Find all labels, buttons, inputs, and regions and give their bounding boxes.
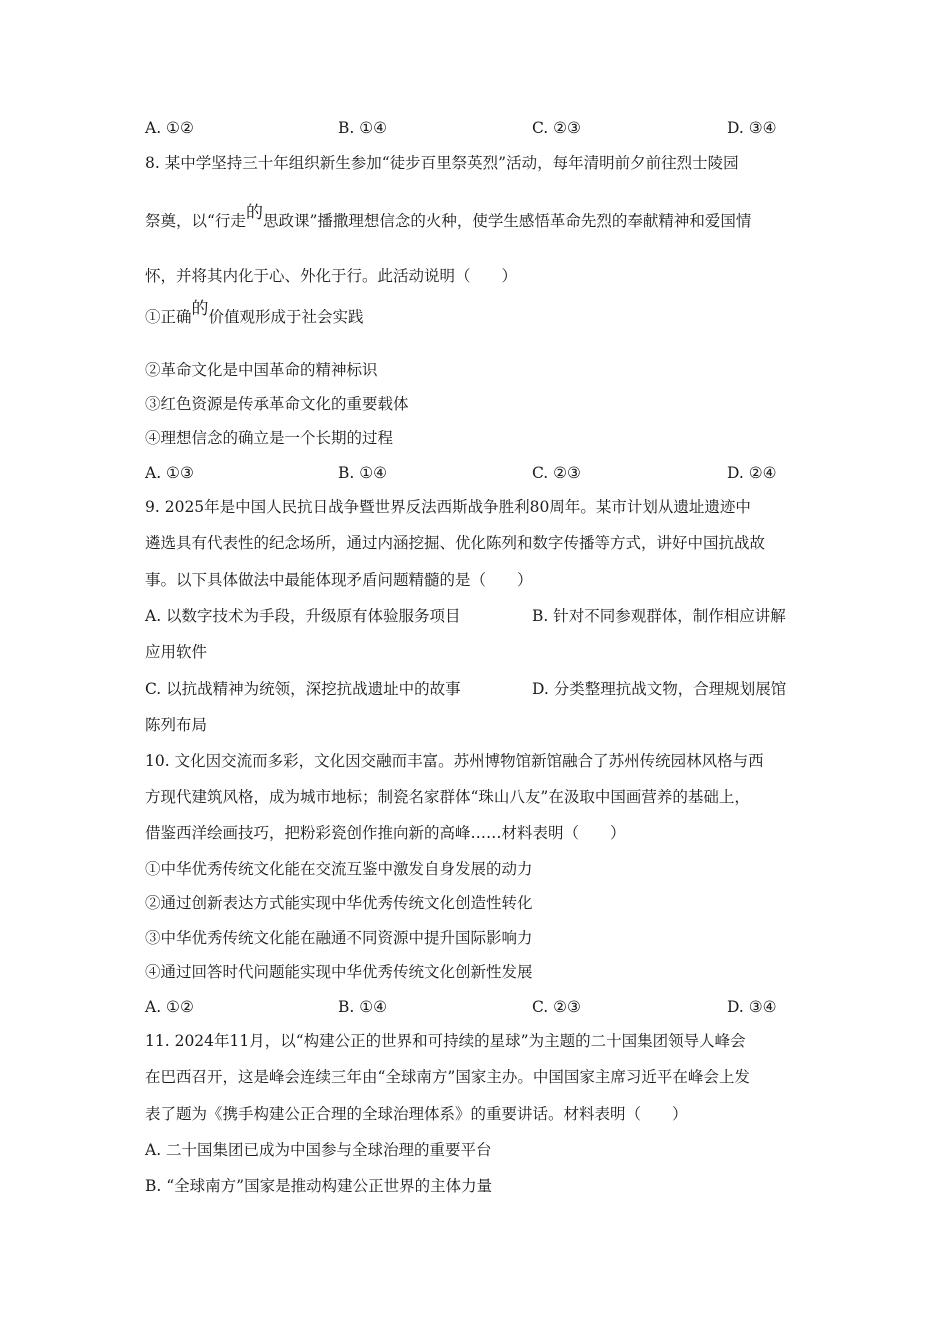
q8-stem-line-2-sup: 的 — [245, 203, 263, 223]
q11-option-a: A. 二十国集团已成为中国参与全球治理的重要平台 — [145, 1141, 492, 1159]
q10-statement-3: ③中华优秀传统文化能在融通不同资源中提升国际影响力 — [145, 929, 533, 947]
q10-option-a: A. ①② — [145, 998, 194, 1016]
q10-stem-line-2: 方现代建筑风格，成为城市地标；制瓷名家群体“珠山八友”在汲取中国画营养的基础上， — [145, 788, 750, 806]
q10-statement-4: ④通过回答时代问题能实现中华优秀传统文化创新性发展 — [145, 963, 533, 981]
q8-statement-1-a: ①正确 — [145, 308, 192, 326]
q8-stem-line-2 — [145, 203, 810, 231]
q8-option-c: C. ②③ — [532, 464, 581, 482]
q9-stem-line-1: 9. 2025年是中国人民抗日战争暨世界反法西斯战争胜利80周年。某市计划从遗址遗迹中 — [145, 498, 751, 516]
q8-stem-line-3: 怀，并将其内化于心、外化于行。此活动说明（ ） — [145, 267, 518, 285]
q10-stem-line-3: 借鉴西洋绘画技巧，把粉彩瓷创作推向新的高峰……材料表明（ ） — [145, 824, 626, 842]
q11-option-b: B. “全球南方”国家是推动构建公正世界的主体力量 — [145, 1177, 493, 1195]
q8-stem-line-2-a: 祭奠，以“行走 — [145, 212, 246, 230]
q10-option-b: B. ①④ — [338, 998, 388, 1016]
q11-stem-line-2: 在巴西召开，这是峰会连续三年由“全球南方”国家主办。中国国家主席习近平在峰会上发 — [145, 1068, 750, 1086]
q8-statement-4: ④理想信念的确立是一个长期的过程 — [145, 429, 394, 447]
q9-option-c: C. 以抗战精神为统领，深挖抗战遗址中的故事 — [145, 680, 461, 698]
q7-option-d: D. ③④ — [727, 119, 777, 137]
q9-stem-line-3: 事。以下具体做法中最能体现矛盾问题精髓的是（ ） — [145, 571, 533, 589]
q9-stem-line-2: 遴选具有代表性的纪念场所，通过内涵挖掘、优化陈列和数字传播等方式，讲好中国抗战故 — [145, 534, 766, 552]
q8-statement-2: ②革命文化是中国革命的精神标识 — [145, 361, 378, 379]
q11-stem-line-3: 表了题为《携手构建公正合理的全球治理体系》的重要讲话。材料表明（ ） — [145, 1105, 688, 1123]
q9-option-b-line-1: B. 针对不同参观群体，制作相应讲解 — [532, 607, 786, 625]
q9-option-b-line-2: 应用软件 — [145, 643, 208, 661]
q10-statement-1: ①中华优秀传统文化能在交流互鉴中激发自身发展的动力 — [145, 860, 533, 878]
q8-stem-line-1: 8. 某中学坚持三十年组织新生参加“徒步百里祭英烈”活动，每年清明前夕前往烈士陵园 — [145, 154, 739, 172]
q9-option-d-line-2: 陈列布局 — [145, 716, 208, 734]
q7-option-b: B. ①④ — [338, 119, 388, 137]
q9-option-a: A. 以数字技术为手段，升级原有体验服务项目 — [145, 607, 461, 625]
q7-option-c: C. ②③ — [532, 119, 581, 137]
q8-statement-1-sup: 的 — [191, 299, 209, 319]
q8-statement-1-b: 价值观形成于社会实践 — [208, 308, 364, 326]
q7-option-a: A. ①② — [145, 119, 194, 137]
q10-option-c: C. ②③ — [532, 998, 581, 1016]
q10-stem-line-1: 10. 文化因交流而多彩，文化因交融而丰富。苏州博物馆新馆融合了苏州传统园林风格与西 — [145, 752, 764, 770]
q10-option-d: D. ③④ — [727, 998, 777, 1016]
q9-option-d-line-1: D. 分类整理抗战文物，合理规划展馆 — [532, 680, 787, 698]
q8-statement-1 — [145, 299, 810, 327]
q8-option-d: D. ②④ — [727, 464, 777, 482]
q8-option-b: B. ①④ — [338, 464, 388, 482]
q10-statement-2: ②通过创新表达方式能实现中华优秀传统文化创造性转化 — [145, 894, 533, 912]
q8-option-a: A. ①③ — [145, 464, 194, 482]
q11-stem-line-1: 11. 2024年11月，以“构建公正的世界和可持续的星球”为主题的二十国集团领导人峰会 — [145, 1032, 746, 1050]
q8-stem-line-2-b: 思政课”播撒理想信念的火种，使学生感悟革命先烈的奉献精神和爱国情 — [262, 212, 752, 230]
q8-statement-3: ③红色资源是传承革命文化的重要载体 — [145, 395, 409, 413]
